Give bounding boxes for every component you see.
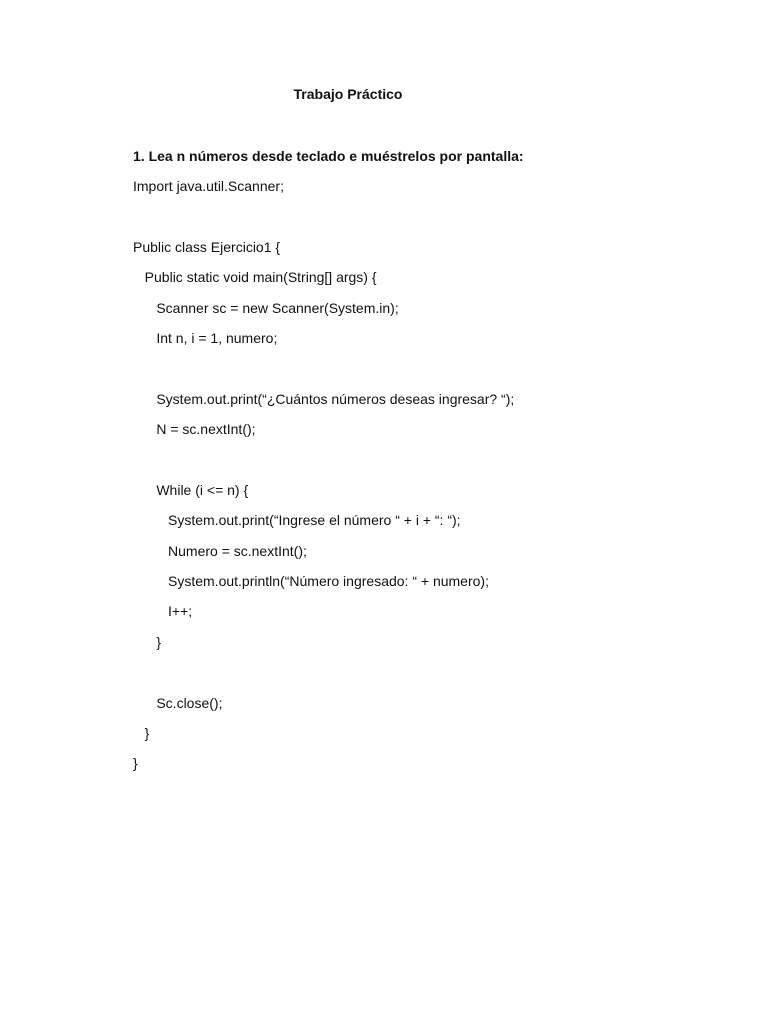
code-line	[133, 205, 514, 235]
code-line: Numero = sc.nextInt();	[133, 542, 307, 559]
document-title: Trabajo Práctico	[293, 86, 403, 102]
code-line: System.out.print(“Ingrese el número “ + i + “: “);	[133, 512, 461, 529]
code-line: System.out.println(“Número ingresado: “ + numero);	[133, 573, 489, 590]
code-line: Scanner sc = new Scanner(System.in);	[133, 299, 399, 316]
code-line: Int n, i = 1, numero;	[133, 329, 278, 346]
exercise-heading: 1. Lea n números desde teclado e muéstrelos por pantalla:	[133, 148, 524, 164]
code-line: }	[133, 633, 162, 650]
code-line	[133, 357, 514, 387]
code-block	[133, 175, 514, 783]
code-line: I++;	[133, 603, 193, 620]
code-line: }	[133, 755, 138, 772]
code-line: Sc.close();	[133, 694, 223, 711]
code-line	[133, 449, 514, 479]
code-line: }	[133, 725, 150, 742]
code-line: While (i <= n) {	[133, 481, 249, 498]
code-line: N = sc.nextInt();	[133, 421, 256, 438]
code-line: System.out.print(“¿Cuántos números deseas ingresar? “);	[133, 390, 515, 407]
code-line	[133, 661, 514, 691]
code-line: Import java.util.Scanner;	[133, 178, 284, 194]
code-line: Public class Ejercicio1 {	[133, 238, 281, 255]
code-line: Public static void main(String[] args) {	[133, 269, 377, 286]
